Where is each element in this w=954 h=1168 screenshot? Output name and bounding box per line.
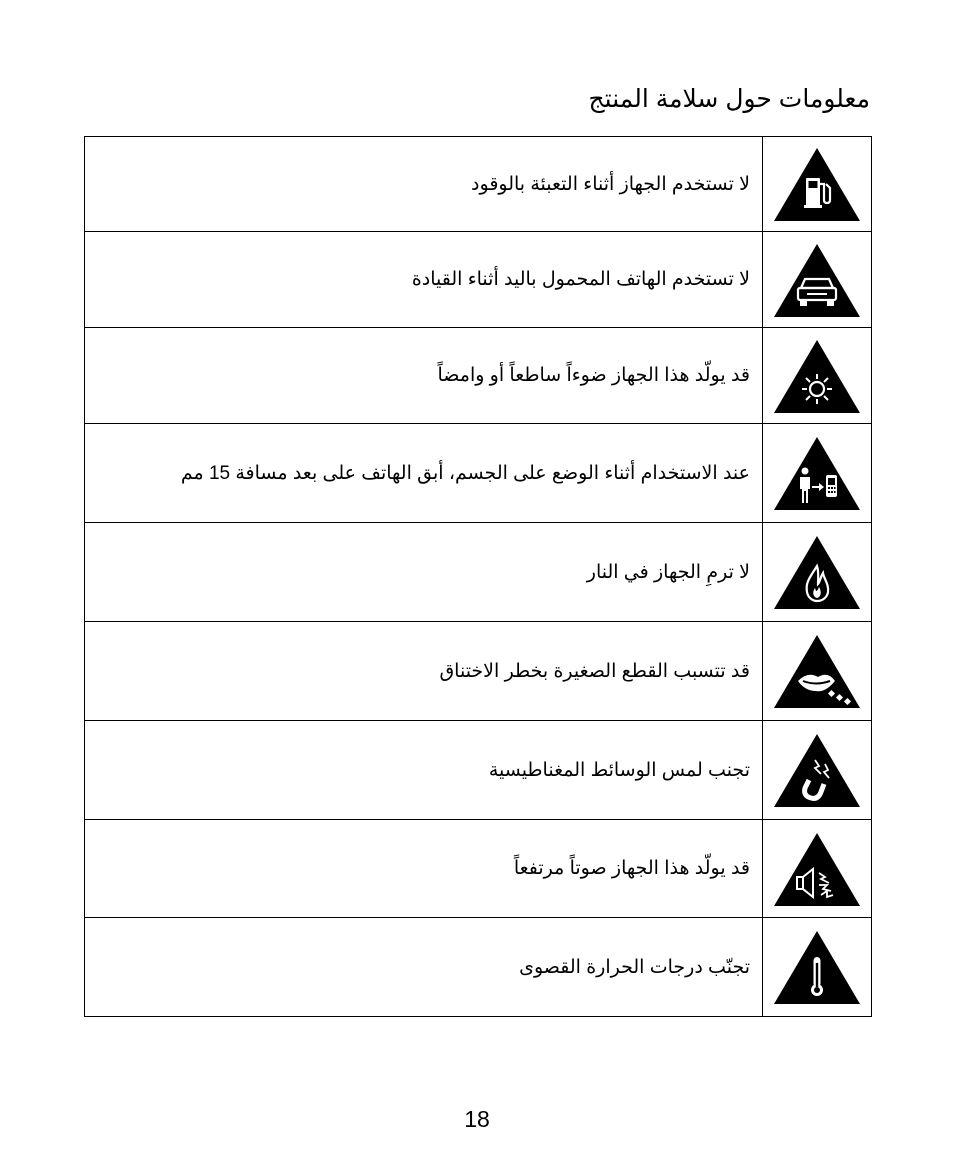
icon-cell	[763, 721, 872, 820]
icon-cell	[763, 424, 872, 523]
safety-table	[84, 136, 872, 1017]
loud-sound-icon	[771, 829, 863, 909]
table-row	[85, 232, 872, 328]
car-icon	[771, 240, 863, 320]
safety-text: قد تتسبب القطع الصغيرة بخطر الاختناق	[85, 622, 763, 721]
icon-cell	[763, 523, 872, 622]
icon-cell	[763, 820, 872, 918]
safety-text: لا ترمِ الجهاز في النار	[85, 523, 763, 622]
safety-text: عند الاستخدام أثناء الوضع على الجسم، أبق الهاتف على بعد مسافة 15 مم	[85, 424, 763, 523]
page-title: معلومات حول سلامة المنتج	[588, 85, 870, 113]
safety-text: تجنب لمس الوسائط المغناطيسية	[85, 721, 763, 820]
table-row	[85, 523, 872, 622]
icon-cell	[763, 328, 872, 424]
bright-light-icon	[771, 336, 863, 416]
icon-cell	[763, 622, 872, 721]
table-row	[85, 622, 872, 721]
table-row	[85, 424, 872, 523]
table-row	[85, 721, 872, 820]
body-distance-icon	[771, 433, 863, 513]
safety-text: قد يولّد هذا الجهاز صوتاً مرتفعاً	[85, 820, 763, 918]
thermometer-icon	[771, 927, 863, 1007]
safety-text: قد يولّد هذا الجهاز ضوءاً ساطعاً أو وامضاً	[85, 328, 763, 424]
table-row	[85, 328, 872, 424]
table-row	[85, 137, 872, 232]
icon-cell	[763, 137, 872, 232]
fire-icon	[771, 532, 863, 612]
safety-text: لا تستخدم الجهاز أثناء التعبئة بالوقود	[85, 137, 763, 232]
table-row	[85, 820, 872, 918]
magnet-icon	[771, 730, 863, 810]
safety-text: تجنّب درجات الحرارة القصوى	[85, 918, 763, 1017]
fuel-pump-icon	[771, 144, 863, 224]
choking-hazard-icon	[771, 631, 863, 711]
icon-cell	[763, 918, 872, 1017]
table-row	[85, 918, 872, 1017]
page-number: 18	[464, 1106, 490, 1132]
icon-cell	[763, 232, 872, 328]
safety-text: لا تستخدم الهاتف المحمول باليد أثناء القيادة	[85, 232, 763, 328]
